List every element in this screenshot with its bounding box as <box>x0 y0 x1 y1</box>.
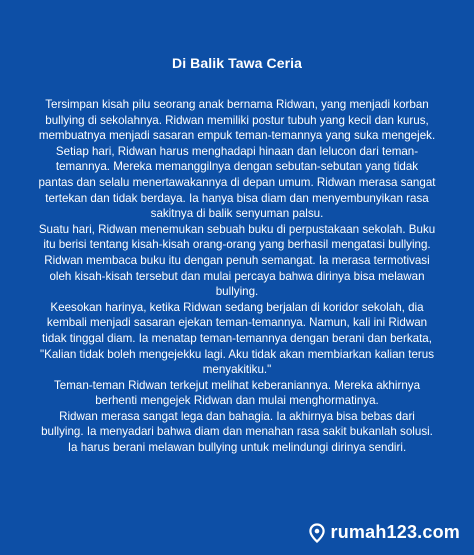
brand-footer <box>307 522 460 543</box>
story-body <box>38 97 436 456</box>
story-paragraph-5: Teman-teman Ridwan terkejut melihat keberaniannya. Mereka akhirnya berhenti mengejek Ridwan dan mulai menghormatinya. <box>53 378 421 408</box>
story-paragraph-6: Ridwan merasa sangat lega dan bahagia. Ia akhirnya bisa bebas dari bullying. Ia menyadari bahwa diam dan menahan rasa sakit bukanlah solusi. Ia harus berani melawan bullying untuk melindungi dirinya sendiri. <box>41 409 433 455</box>
story-paragraph-3: Suatu hari, Ridwan menemukan sebuah buku di perpustakaan sekolah. Buku itu berisi tentang kisah-kisah orang-orang yang berhasil mengatasi bullying. Ridwan membaca buku itu dengan penuh semangat. Ia merasa termotivasi oleh kisah-kisah tersebut dan mulai percaya bahwa dirinya bisa melawan bullying. <box>38 222 436 299</box>
story-title: Di Balik Tawa Ceria <box>171 55 303 71</box>
story-paragraph-4: Keesokan harinya, ketika Ridwan sedang berjalan di koridor sekolah, dia kembali menjadi sasaran ejekan teman-temannya. Namun, kali ini Ridwan tidak tinggal diam. Ia menatap teman-temannya dengan berani dan berkata, "Kalian tidak boleh mengejekku lagi. Aku tidak akan membiarkan kalian terus menyakitiku." <box>39 300 435 377</box>
location-pin-icon <box>307 523 327 543</box>
story-paragraph-1: Tersimpan kisah pilu seorang anak bernama Ridwan, yang menjadi korban bullying di sekolahnya. Ridwan memiliki postur tubuh yang kecil dan kurus, membuatnya menjadi sasaran empuk teman-temannya yang suka mengejek. <box>38 98 436 143</box>
story-paragraph-2: Setiap hari, Ridwan harus menghadapi hinaan dan lelucon dari teman-temannya. Mereka memanggilnya dengan sebutan-sebutan yang tidak pantas dan selalu menertawakannya di depan umum. Ridwan merasa sangat tertekan dan tidak berdaya. Ia hanya bisa diam dan menyembunyikan rasa sakitnya di balik senyuman palsu. <box>38 144 436 221</box>
brand-name: rumah123.com <box>330 522 460 542</box>
